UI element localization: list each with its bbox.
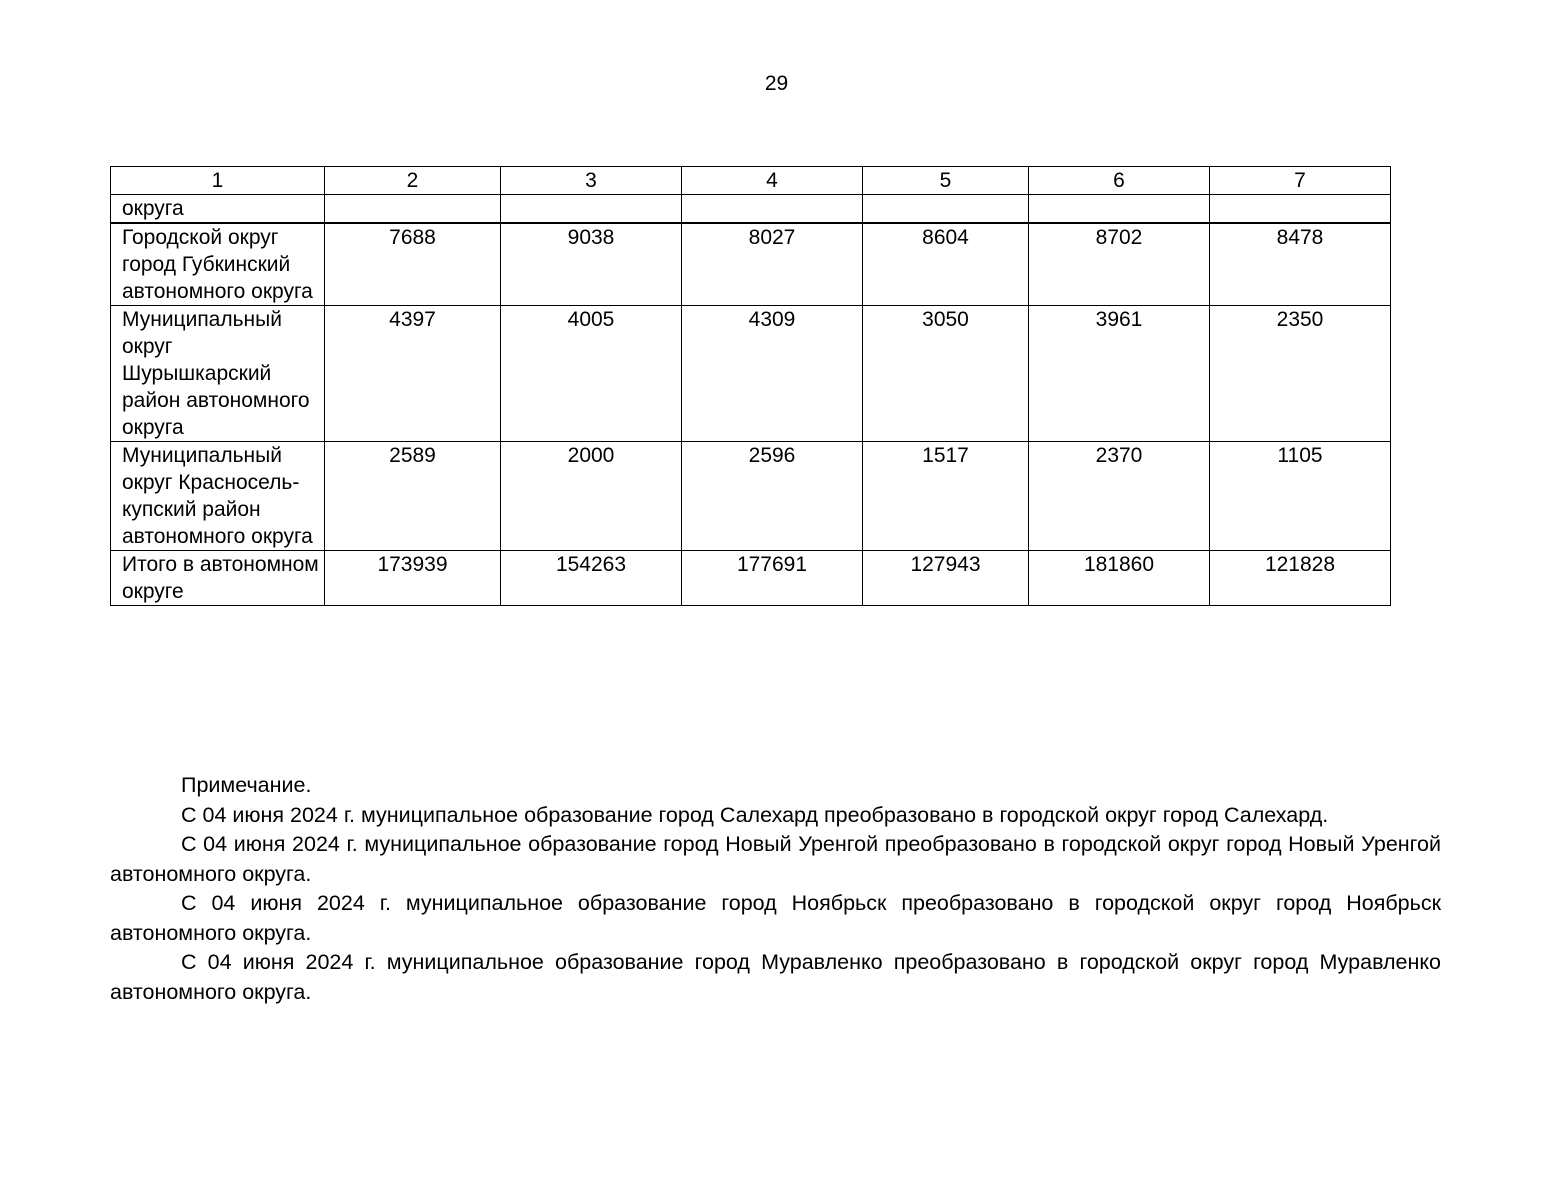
notes-title: Примечание. (181, 773, 312, 797)
value-cell (682, 195, 863, 224)
note-paragraph: С 04 июня 2024 г. муниципальное образование город Новый Уренгой преобразовано в городской округ город Новый Уренгой автономного округа. (110, 832, 1441, 886)
row-name-cell: Муниципальный округ Шурышкарский район автономного округа (111, 306, 325, 442)
value-cell: 4005 (501, 306, 682, 442)
value-cell: 8027 (682, 223, 863, 306)
value-cell: 4309 (682, 306, 863, 442)
value-cell: 181860 (1029, 551, 1210, 606)
value-cell: 121828 (1210, 551, 1391, 606)
value-cell: 8702 (1029, 223, 1210, 306)
value-cell (501, 195, 682, 224)
column-number-header: 2 (325, 167, 501, 195)
row-name-cell: Городской округ город Губкинский автономного округа (111, 223, 325, 306)
page-number: 29 (764, 72, 789, 95)
value-cell: 177691 (682, 551, 863, 606)
value-cell: 2370 (1029, 442, 1210, 551)
column-number-header: 5 (863, 167, 1029, 195)
value-cell (1029, 195, 1210, 224)
value-cell: 2000 (501, 442, 682, 551)
value-cell (325, 195, 501, 224)
value-cell (1210, 195, 1391, 224)
notes-section (110, 771, 1441, 1007)
note-paragraph: С 04 июня 2024 г. муниципальное образование город Ноябрьск преобразовано в городской округ город Ноябрьск автономного округа. (110, 891, 1441, 945)
column-number-header: 6 (1029, 167, 1210, 195)
column-number-header: 1 (111, 167, 325, 195)
value-cell: 8604 (863, 223, 1029, 306)
value-cell: 7688 (325, 223, 501, 306)
table-header-row (111, 167, 1391, 195)
value-cell: 3961 (1029, 306, 1210, 442)
value-cell: 154263 (501, 551, 682, 606)
value-cell: 1517 (863, 442, 1029, 551)
value-cell (863, 195, 1029, 224)
value-cell: 3050 (863, 306, 1029, 442)
value-cell: 127943 (863, 551, 1029, 606)
column-number-header: 7 (1210, 167, 1391, 195)
value-cell: 4397 (325, 306, 501, 442)
table-row (111, 223, 1391, 306)
value-cell: 2350 (1210, 306, 1391, 442)
value-cell: 2596 (682, 442, 863, 551)
value-cell: 8478 (1210, 223, 1391, 306)
table-total-row (111, 551, 1391, 606)
table-row (111, 442, 1391, 551)
note-paragraph: С 04 июня 2024 г. муниципальное образование город Муравленко преобразовано в городской округ город Муравленко автономного округа. (110, 950, 1441, 1004)
column-number-header: 3 (501, 167, 682, 195)
row-name-cell: Итого в автономном округе (111, 551, 325, 606)
column-number-header: 4 (682, 167, 863, 195)
row-name-cell: округа (111, 195, 325, 224)
table-row (111, 306, 1391, 442)
row-name-cell: Муниципальный округ Красносель-купский район автономного округа (111, 442, 325, 551)
value-cell: 9038 (501, 223, 682, 306)
value-cell: 1105 (1210, 442, 1391, 551)
statistics-table (110, 166, 1391, 606)
value-cell: 2589 (325, 442, 501, 551)
value-cell: 173939 (325, 551, 501, 606)
table-row (111, 195, 1391, 224)
note-paragraph: С 04 июня 2024 г. муниципальное образование город Салехард преобразовано в городской округ город Салехард. (181, 802, 1329, 827)
